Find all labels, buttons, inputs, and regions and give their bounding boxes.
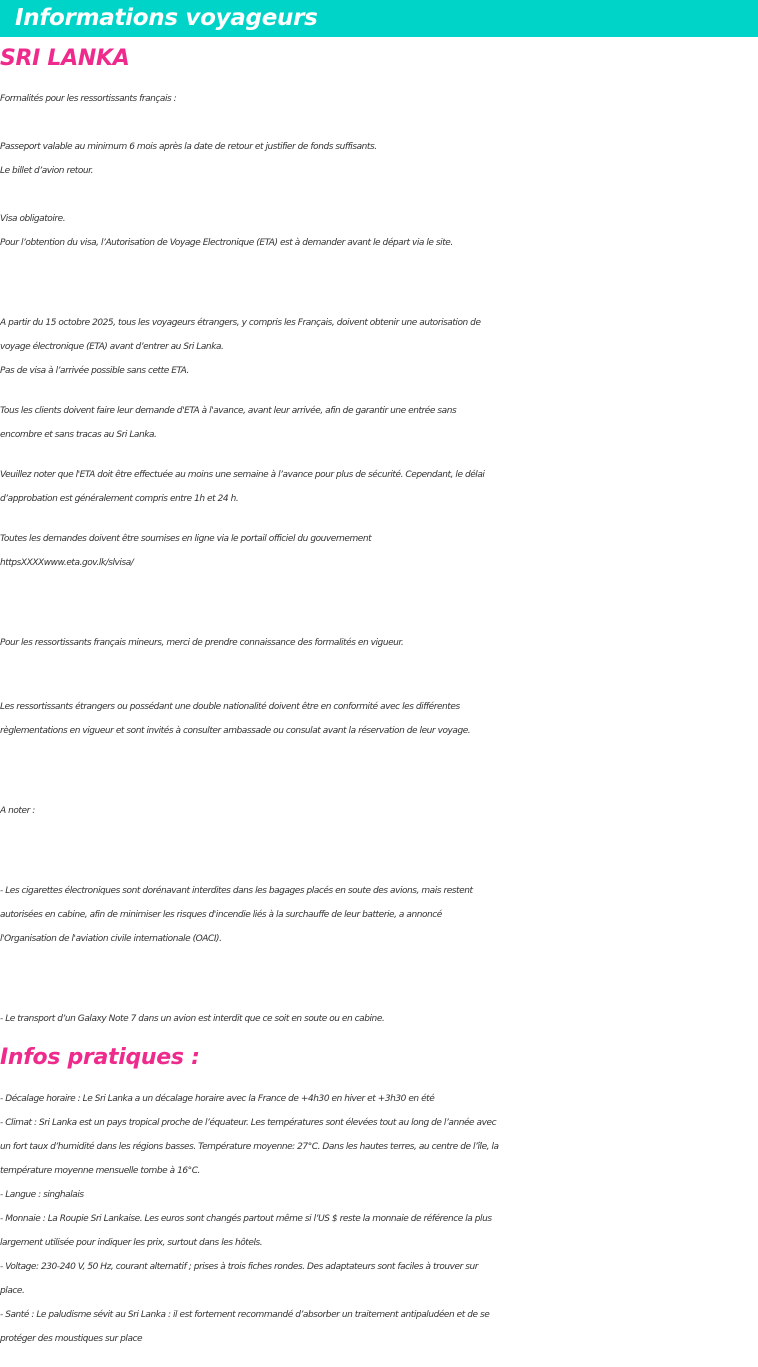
health-item-line: protéger des moustiques sur place — [0, 1334, 143, 1344]
climate-item-line: température moyenne mensuelle tombe à 16°C. — [0, 1166, 200, 1176]
eta-paragraph-line: Veuillez noter que l'ETA doit être effectuée au moins une semaine à l’avance pour plus de sécurité. Cependant, le délai — [0, 470, 485, 480]
eta-paragraph-line: voyage électronique (ETA) avant d’entrer au Sri Lanka. — [0, 342, 224, 352]
a-noter-label: A noter : — [0, 806, 35, 816]
return-ticket-requirement: Le billet d’avion retour. — [0, 166, 94, 176]
eta-paragraph-line: Tous les clients doivent faire leur demande d'ETA à l'avance, avant leur arrivée, afin de garantir une entrée sans — [0, 406, 457, 416]
minors-note: Pour les ressortissants français mineurs, merci de prendre connaissance des formalités en vigueur. — [0, 638, 404, 648]
cigarettes-note-line: l'Organisation de l'aviation civile internationale (OACI). — [0, 934, 222, 944]
currency-item-line: - Monnaie : La Roupie Sri Lankaise. Les euros sont changés partout même si l’US $ reste la monnaie de référence la plus — [0, 1214, 492, 1224]
infos-pratiques-title: Infos pratiques : — [0, 1045, 200, 1070]
galaxy-note: - Le transport d’un Galaxy Note 7 dans un avion est interdit que ce soit en soute ou en cabine. — [0, 1014, 385, 1024]
cigarettes-note-line: autorisées en cabine, afin de minimiser les risques d'incendie liés à la surchauffe de leur batterie, a annoncé — [0, 910, 442, 920]
eta-paragraph-line: Pas de visa à l’arrivée possible sans cette ETA. — [0, 366, 189, 376]
formalites-intro: Formalités pour les ressortissants français : — [0, 94, 177, 104]
time-difference-item: - Décalage horaire : Le Sri Lanka a un décalage horaire avec la France de +4h30 en hiver et +3h30 en été — [0, 1094, 435, 1104]
page-title: Informations voyageurs — [15, 5, 318, 31]
currency-item-line: largement utilisée pour indiquer les prix, surtout dans les hôtels. — [0, 1238, 263, 1248]
voltage-item-line: place. — [0, 1286, 25, 1296]
foreigners-note-line: Les ressortissants étrangers ou possédant une double nationalité doivent être en conformité avec les différentes — [0, 702, 460, 712]
voltage-item-line: - Voltage: 230-240 V, 50 Hz, courant alternatif ; prises à trois fiches rondes. Des adaptateurs sont faciles à trouver sur — [0, 1262, 478, 1272]
climate-item-line: - Climat : Sri Lanka est un pays tropical proche de l’équateur. Les températures sont élevées tout au long de l’année avec — [0, 1118, 497, 1128]
eta-paragraph-line: A partir du 15 octobre 2025, tous les voyageurs étrangers, y compris les Français, doivent obtenir une autorisation de — [0, 318, 481, 328]
header-bar — [0, 0, 758, 37]
cigarettes-note-line: - Les cigarettes électroniques sont dorénavant interdites dans les bagages placés en soute des avions, mais restent — [0, 886, 473, 896]
visa-instructions: Pour l’obtention du visa, l’Autorisation de Voyage Electronique (ETA) est à demander avant le départ via le site. — [0, 238, 453, 248]
visa-required: Visa obligatoire. — [0, 214, 66, 224]
country-title: SRI LANKA — [0, 46, 130, 71]
climate-item-line: un fort taux d’humidité dans les régions basses. Température moyenne: 27°C. Dans les hautes terres, au centre de l’île, la — [0, 1142, 499, 1152]
passport-requirement: Passeport valable au minimum 6 mois après la date de retour et justifier de fonds suffisants. — [0, 142, 377, 152]
eta-portal-url: httpsXXXXwww.eta.gov.lk/slvisa/ — [0, 558, 134, 568]
eta-paragraph-line: d’approbation est généralement compris entre 1h et 24 h. — [0, 494, 239, 504]
health-item-line: - Santé : Le paludisme sévit au Sri Lanka : il est fortement recommandé d’absorber un traitement antipaludéen et de se — [0, 1310, 490, 1320]
foreigners-note-line: règlementations en vigueur et sont invités à consulter ambassade ou consulat avant la réservation de leur voyage. — [0, 726, 471, 736]
eta-paragraph-line: Toutes les demandes doivent être soumises en ligne via le portail officiel du gouvernement — [0, 534, 372, 544]
language-item: - Langue : singhalais — [0, 1190, 84, 1200]
eta-paragraph-line: encombre et sans tracas au Sri Lanka. — [0, 430, 157, 440]
